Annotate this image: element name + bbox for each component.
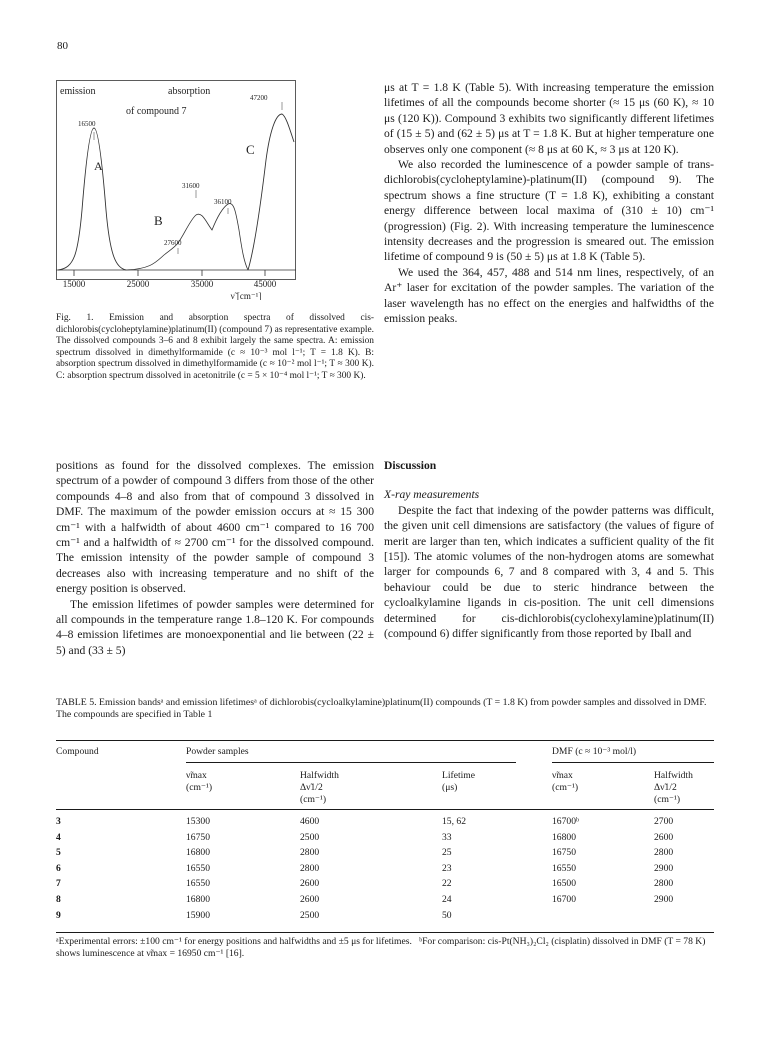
paragraph: We used the 364, 457, 488 and 514 nm lines, respectively, of an Ar⁺ laser for excitation of the powder samples. The variation of the laser wavelength has no effect on the energies and halfwidths of the emission peaks. xyxy=(384,265,714,326)
table-cell-ph: 2600 xyxy=(300,878,320,890)
table-cell-dh: 2800 xyxy=(654,847,674,859)
powder-rule xyxy=(186,762,516,763)
table-cell-lt: 23 xyxy=(442,862,452,874)
header-vmax-dmf: ν̃max (cm⁻¹) xyxy=(552,770,579,793)
right-column-bottom xyxy=(384,458,714,641)
table-cell-pv: 16800 xyxy=(186,847,210,859)
table-cell-ph: 2800 xyxy=(300,862,320,874)
table-cell-dh: 2600 xyxy=(654,831,674,843)
label-absorption: absorption xyxy=(168,86,211,97)
table-cell-c: 4 xyxy=(56,831,61,843)
header-dmf: DMF (c ≈ 10⁻³ mol/l) xyxy=(552,746,637,757)
label-B: B xyxy=(154,213,163,228)
table-cell-c: 8 xyxy=(56,894,61,905)
table-cell-dh: 2900 xyxy=(654,862,674,874)
table-cell-c: 7 xyxy=(56,878,61,890)
table-bottom-rule xyxy=(56,932,714,933)
label-peak-47200: 47200 xyxy=(250,94,268,102)
table-cell-lt: 50 xyxy=(442,909,452,921)
table-cell-c: 5 xyxy=(56,847,61,859)
page-number: 80 xyxy=(57,40,68,52)
table-cell-ph: 4600 xyxy=(300,816,320,827)
label-peak-36100: 36100 xyxy=(214,198,232,206)
paragraph: We also recorded the luminescence of a powder sample of trans-dichlorobis(cycloheptylamine)-platinum(II) (compound 9). The spectrum shows a fine structure (T = 1.8 K), exhibiting a constant energy difference between local maxima of (310 ± 10) cm⁻¹ (progression) (Fig. 2). With increasing temperature the luminescence intensity decreases and the progression is smeared out. The emission lifetime of compound 9 is (50 ± 5) μs at 1.8 K (Table 5). xyxy=(384,158,714,264)
table-header-rule xyxy=(56,809,714,810)
figure-1-spectra xyxy=(56,80,296,300)
table-cell-dv: 16700 xyxy=(552,894,576,905)
xtick-label-35000: 35000 xyxy=(190,279,214,289)
table-cell-dv: 16550 xyxy=(552,862,576,874)
header-halfwidth-powder: Halfwidth Δν̃1/2 (cm⁻¹) xyxy=(300,770,339,805)
label-peak-16500: 16500 xyxy=(78,120,96,128)
figure-caption xyxy=(56,313,374,383)
xtick-label-45000: 45000 xyxy=(253,279,277,289)
table-footnotes xyxy=(56,936,714,960)
table-cell-dh: 2900 xyxy=(654,894,674,905)
table-cell-lt: 25 xyxy=(442,847,452,859)
footnote-b: ᵇFor comparison: cis-Pt(NH₃)₂Cl₂ (cisplatin) dissolved in DMF (T = 78 K) shows luminescence at ν̃max = 16950 cm⁻¹ [16]. xyxy=(56,936,706,960)
table-cell-pv: 16750 xyxy=(186,831,210,843)
table-cell-ph: 2800 xyxy=(300,847,320,859)
label-C: C xyxy=(246,142,255,157)
label-peak-27600: 27600 xyxy=(164,239,182,247)
left-column-bottom xyxy=(56,458,374,658)
table-cell-pv: 16800 xyxy=(186,894,210,905)
table-cell-ph: 2500 xyxy=(300,831,320,843)
label-peak-31600: 31600 xyxy=(182,182,200,190)
table-cell-lt: 22 xyxy=(442,878,452,890)
section-heading: Discussion xyxy=(384,459,437,472)
table-cell-pv: 16550 xyxy=(186,878,210,890)
subsection-heading: X-ray measurements xyxy=(384,488,480,502)
paragraph: positions as found for the dissolved complexes. The emission spectrum of a powder of compound 3 differs from those of the other compounds 4–8 and also from that of compound 3 dissolved in DMF. The maximum of the powder emission occurs at ≈ 15 300 cm⁻¹ with a halfwidth of about 4600 cm⁻¹ compared to 16 700 cm⁻¹ and a halfwidth of ≈ 2700 cm⁻¹ for the dissolved compound. The emission intensity of the powder sample of compound 3 decreases also with increasing temperature and no shift of the energy position is observed. xyxy=(56,459,374,596)
table-cell-dv: 16500 xyxy=(552,878,576,890)
table-caption: TABLE 5. Emission bandsᵃ and emission lifetimesᵃ of dichlorobis(cycloalkylamine)platinum(II) compounds (T = 1.8 K) from powder samples and dissolved in DMF. The compounds are specified in Table 1 xyxy=(56,697,707,721)
table-cell-pv: 15300 xyxy=(186,816,210,827)
right-column-top xyxy=(384,80,714,327)
paragraph: μs at T = 1.8 K (Table 5). With increasing temperature the emission lifetimes of all the compounds become shorter (≈ 15 μs (60 K), ≈ 10 μs (120 K)). Compound 3 exhibits two significantly different lifetimes of (15 ± 5) and (62 ± 5) μs at T = 1.8 K. But at higher temperature one observes only one component (≈ 8 μs at 60 K, ≈ 3 μs at 120 K). xyxy=(384,81,714,156)
header-lifetime: Lifetime (μs) xyxy=(442,770,476,793)
paragraph: The emission lifetimes of powder samples were determined for all compounds in the temperature range 1.8–120 K. For compounds 4–8 emission lifetimes are monoexponential and lie between (22 ± 5) and (33 ± 5) xyxy=(56,597,374,657)
table-cell-c: 6 xyxy=(56,862,61,874)
paragraph: Despite the fact that indexing of the powder patterns was difficult, the given unit cell dimensions are satisfactory (the values of figure of merit are larger than ten, which indicates a sufficient quality of the fit [15]). The atomic volumes of the non-hydrogen atoms are somewhat larger for compounds 6, 7 and 8 compared with 3, 4 and 5. This behaviour could be due to steric hindrance between the cycloalkylamine ligands in cis-position. The unit cell dimensions determined for cis-dichlorobis(cyclohexylamine)platinum(II) (compound 6) differ significantly from those reported by Iball and xyxy=(384,503,714,641)
figure-caption-text: Fig. 1. Emission and absorption spectra of dissolved cis-dichlorobis(cycloheptylamine)platinum(II) (compound 7) as representative example. The dissolved compounds 3–6 and 8 exhibit largely the same spectra. A: emission spectrum dissolved in dimethylformamide (c ≈ 10⁻³ mol l⁻¹; T = 1.8 K). B: absorption spectrum dissolved in dimethylformamide (c ≈ 10⁻² mol l⁻¹; T ≈ 300 K). C: absorption spectrum dissolved in acetonitrile (c = 5 × 10⁻⁴ mol l⁻¹; T ≈ 300 K). xyxy=(56,313,374,381)
table-cell-c: 3 xyxy=(56,816,61,827)
table-cell-dv: 16800 xyxy=(552,831,576,843)
table-cell-lt: 15, 62 xyxy=(442,816,466,827)
label-A: A xyxy=(94,159,103,173)
table-cell-ph: 2600 xyxy=(300,894,320,905)
table-cell-ph: 2500 xyxy=(300,909,320,921)
curve-C-absorption xyxy=(248,114,294,270)
curve-A-emission xyxy=(58,128,126,270)
label-of-compound: of compound 7 xyxy=(126,106,187,117)
table-cell-dh: 2700 xyxy=(654,816,674,827)
dmf-rule xyxy=(552,762,714,763)
x-axis-label: ν̃ [cm⁻¹] xyxy=(230,291,262,300)
table-cell-pv: 15900 xyxy=(186,909,210,921)
label-emission: emission xyxy=(60,86,96,97)
header-halfwidth-dmf: Halfwidth Δν̃1/2 (cm⁻¹) xyxy=(654,770,693,805)
table-cell-c: 9 xyxy=(56,909,61,921)
table-cell-dv: 16750 xyxy=(552,847,576,859)
table-cell-lt: 24 xyxy=(442,894,452,905)
footnote-a: ᵃExperimental errors: ±100 cm⁻¹ for energy positions and halfwidths and ±5 μs for lifetimes. xyxy=(56,936,412,947)
xtick-label-15000: 15000 xyxy=(62,279,86,289)
table-cell-pv: 16550 xyxy=(186,862,210,874)
header-vmax-powder: ν̃max (cm⁻¹) xyxy=(186,770,213,793)
curve-B-absorption xyxy=(126,204,248,270)
table-cell-lt: 33 xyxy=(442,831,452,843)
table-top-rule xyxy=(56,740,714,741)
table-cell-dh: 2800 xyxy=(654,878,674,890)
header-compound: Compound xyxy=(56,746,99,757)
header-powder: Powder samples xyxy=(186,746,249,757)
table-cell-dv: 16700ᵇ xyxy=(552,816,579,827)
xtick-label-25000: 25000 xyxy=(126,279,150,289)
